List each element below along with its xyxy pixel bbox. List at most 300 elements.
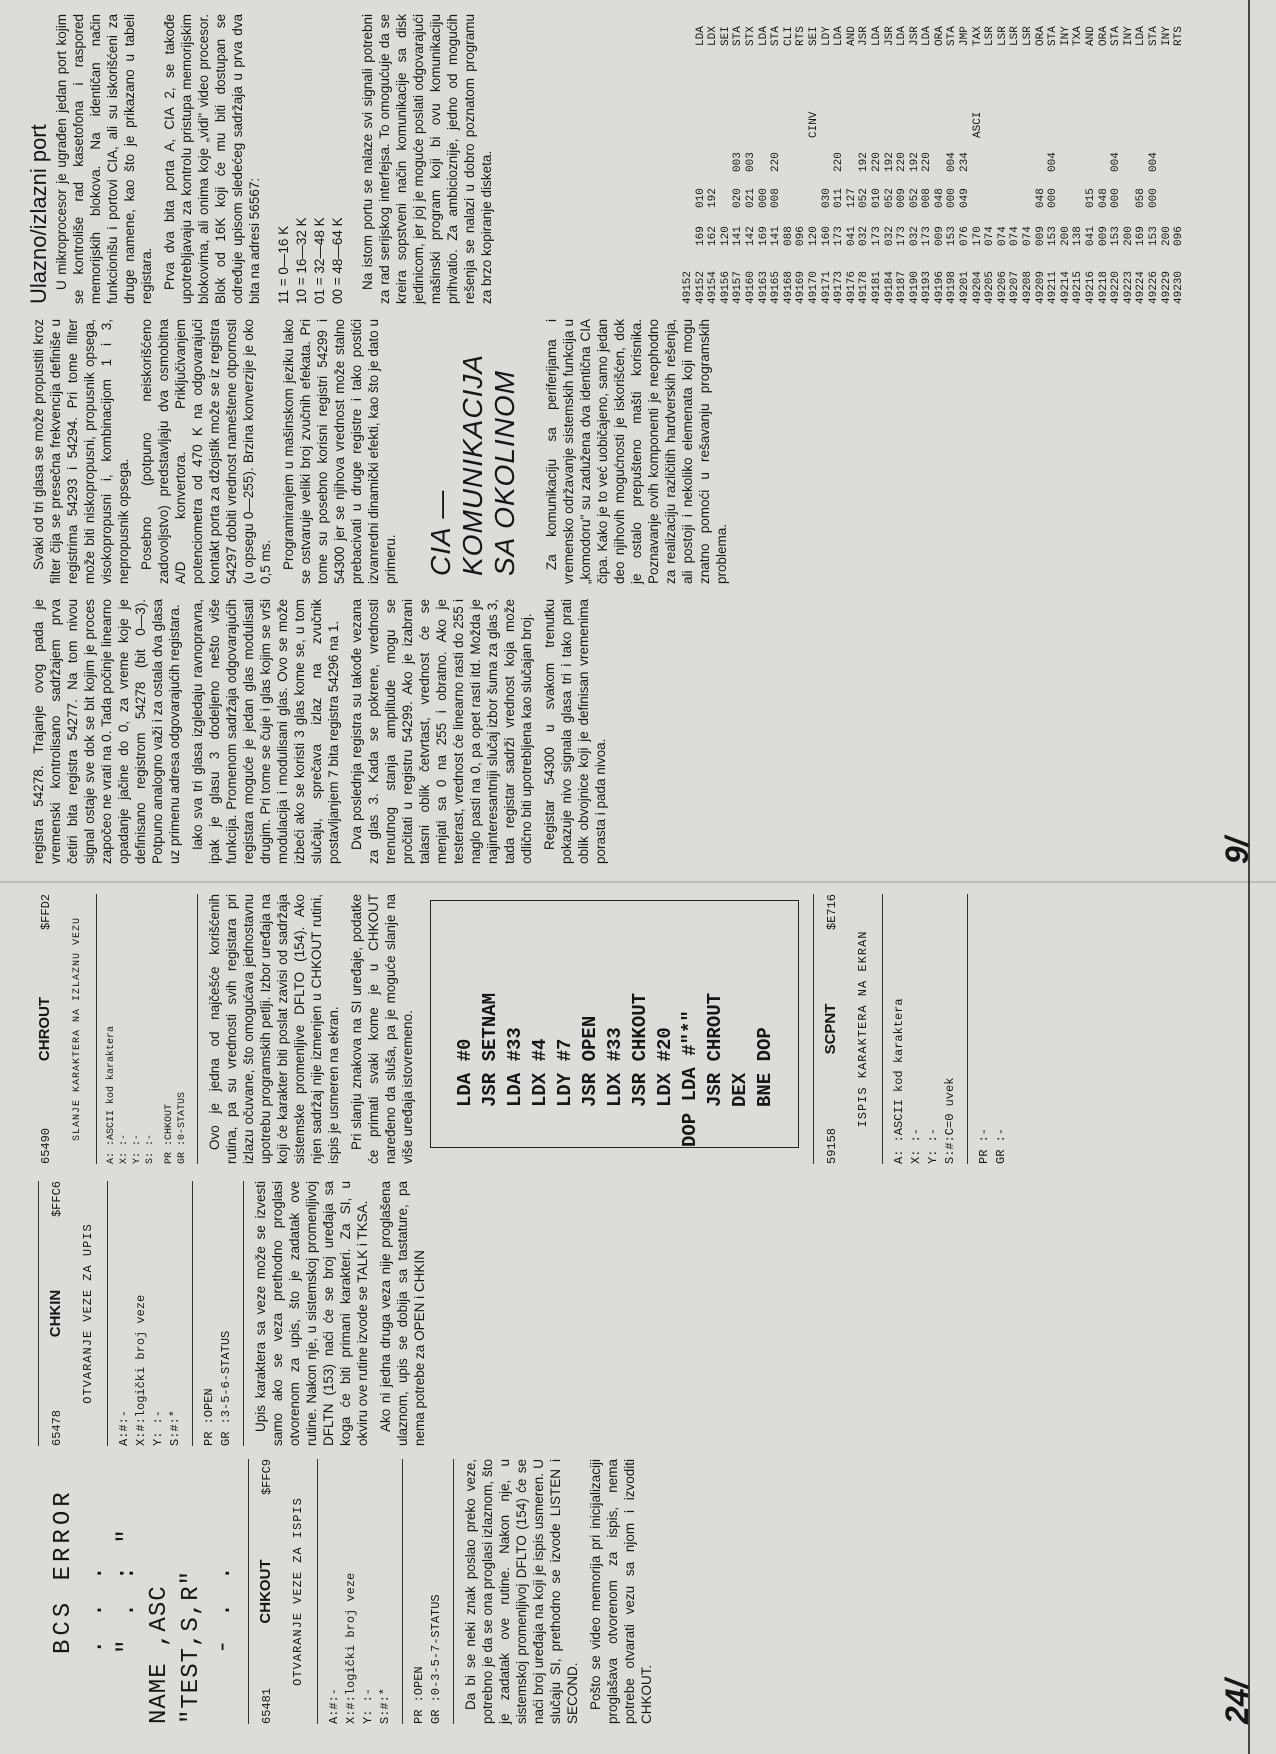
listing-cell [1098,138,1111,172]
listing-cell [984,46,997,138]
listing-cell [959,46,972,138]
listing-row [720,14,733,304]
listing-cell: 009 [933,226,946,246]
register-row: Y: :- [132,1133,143,1164]
listing-cell: STA [732,26,745,46]
listing-row [997,14,1010,304]
listing-cell [1035,46,1048,138]
listing-cell [896,46,909,138]
paragraph: Dva poslednja registra su takođe vezana za glas 3. Kada se pokrene, vrednosti trenutnog stanja amplitude mogu se pročitati u registru 54299. Ako je izabrani talasni oblik četvrtast, vrednost će se menjati sa 0 na 255 i obratno. Ako je testerast, vrednost će linearno rasti do 255 i naglo pasti na 0, pa opet rasti itd. Možda je najinteresantniji slučaj izbor šuma za glas 3, tada registar sadrži vrednost koja može odlično biti upotrebljena kao slučajan broj. [349,599,534,864]
listing-cell [720,46,733,138]
listing-cell: 49224 [1135,270,1148,304]
listing-cell: 49211 [1047,270,1060,304]
code-line: LDA #33 [504,1027,526,1107]
listing-cell: 170 [971,226,984,246]
listing-cell [846,138,859,172]
listing-cell [682,172,695,208]
listing-row [1110,14,1123,304]
listing-row [1085,14,1098,304]
listing-cell: ORA [1097,26,1110,46]
listing-cell [783,46,796,138]
listing-cell [695,46,708,138]
register-row: A: :ASCII kod karaktera [892,998,906,1164]
listing-cell [997,172,1010,208]
prereq-list [163,894,189,1164]
prereq-list [411,1459,445,1724]
listing-cell [997,46,1010,138]
code-line: LDX #33 [604,1027,626,1107]
listing-cell [1022,46,1035,138]
listing-cell [720,172,733,208]
listing-cell [909,46,922,138]
listing-cell: 000 [757,188,770,208]
listing-cell [972,172,985,208]
listing-row [1035,14,1048,304]
listing-cell: 004 [1147,152,1160,172]
listing-cell [1148,46,1161,138]
routine-name: CHKIN [47,1289,64,1338]
listing-cell [997,138,1010,172]
code-line: LDX #4 [529,1038,551,1107]
paragraph: Upis karaktera sa veze može se izvesti samo ako se veza prethodno proglasi otvorenom za upis, što je zadatak ove rutine. Nakon nje, u sistemskoj promenljivoj DFLTN (153) naći će se broj uređaja sa koga će biti primani karakteri. Za SI, u okviru ove rutine izvode se TALK i TKSA. [253,1181,370,1446]
listing-row [909,14,922,304]
listing-cell: 173 [896,226,909,246]
page-bottom-rule [1248,0,1250,1754]
prereq-list [976,894,1010,1164]
column-2 [30,1181,1206,1446]
listing-cell: 220 [896,152,909,172]
listing-cell [1085,138,1098,172]
listing-cell: 074 [984,226,997,246]
section-title-cia [425,319,521,576]
listing-cell [1072,138,1085,172]
listing-row [745,14,758,304]
register-row: Y: :- [926,1127,940,1164]
listing-cell: 088 [782,226,795,246]
listing-cell: 49169 [795,270,808,304]
listing-cell: 048 [1097,188,1110,208]
listing-cell: RTS [795,26,808,46]
listing-cell: 162 [707,226,720,246]
listing-cell [984,138,997,172]
routine-name: CHROUT [36,996,53,1062]
column-3 [30,894,1206,1164]
listing-cell [808,138,821,172]
listing-cell: 192 [858,152,871,172]
routine-address: 65490 [39,1127,53,1164]
folio-right: 9/ [1219,837,1255,864]
listing-cell [1060,46,1073,138]
listing-row [682,14,695,304]
listing-cell: LSR [1022,26,1035,46]
register-row: X: :- [119,1133,130,1164]
listing-cell: 49207 [1009,270,1022,304]
prereq-row: PR :- [977,1127,991,1164]
listing-cell: LDA [896,26,909,46]
paragraph: Za komunikaciju sa periferijama i vremensko održavanje sistemskih funkcija u „komodoru" su zadužena dva identična CIA čipa. Kako je to već uobičajeno, samo jedan deo njihovih mogućnosti je iskorišćen, dok je ostalo prepušteno mašti korisnika. Poznavanje ovih komponenti je neophodno za realizaciju različitih hardverskih rešenja, ali postoji i nekoliko elemenata koji mogu znatno pomoći u rešavanju programskih problema. [544,319,729,584]
routine-address: 65478 [50,1409,64,1446]
listing-cell: 011 [833,188,846,208]
listing-cell: 141 [732,226,745,246]
listing-cell [758,138,771,172]
listing-cell: 49223 [1122,270,1135,304]
listing-cell [1135,138,1148,172]
divider [96,894,97,1164]
listing-cell: 192 [908,152,921,172]
listing-row [770,14,783,304]
listing-row [959,14,972,304]
bank-row: 10 = 16—32 K [294,217,309,304]
paragraph: Programiranjem u mašinskom jeziku lako se ostvaruje veliki broj zvučnih efekata. Pri tome su posebno korisni registri 54299 i 54300 jer se njihova vrednost može stalno prebacivati u druge registre i tako postići izvanredni dinamički efekti, kao što je dato u primeru. [281,319,398,584]
listing-cell [808,172,821,208]
listing-cell: 008 [770,188,783,208]
listing-cell: 49193 [921,270,934,304]
register-list [116,1181,184,1446]
listing-cell [732,46,745,138]
routine-description: SLANJE KARAKTERA NA IZLAZNU VEZU [72,916,83,1142]
listing-cell [1035,138,1048,172]
divider [453,1459,454,1724]
listing-cell: 49205 [984,270,997,304]
listing-cell: 49187 [896,270,909,304]
listing-cell: SEI [807,26,820,46]
listing-cell: 120 [807,226,820,246]
listing-cell [984,172,997,208]
listing-cell: 032 [883,226,896,246]
listing-cell [1110,46,1123,138]
divider [248,1459,249,1724]
listing-cell [720,138,733,172]
column-5 [30,319,1206,584]
listing-row [808,14,821,304]
column-4 [30,599,1206,864]
listing-cell: 49204 [971,270,984,304]
listing-cell: STA [1147,26,1160,46]
listing-row [984,14,997,304]
listing-cell: ASCI [971,111,984,138]
listing-cell: JSR [883,26,896,46]
listing-cell: 096 [795,226,808,246]
listing-row [1098,14,1111,304]
paragraph: U mikroprocesor je ugrađen jedan port kojim se kontroliše rad kasetofona i raspored memorijskih blokova. Na identičan način funkcionišu i portovi CIA, ali su iskorišćeni za druge namene, kao što je prikazano u tabeli registara. [54,14,154,304]
listing-row [846,14,859,304]
register-row: X:#:logički broj veze [344,1572,358,1724]
intro-line: BCS ERROR [50,1488,77,1654]
listing-cell: 004 [1110,152,1123,172]
listing-cell [858,46,871,138]
register-row: A: :ASCII kod karaktera [106,1025,117,1164]
listing-cell: 49184 [883,270,896,304]
listing-cell: STA [1110,26,1123,46]
bank-list [275,14,347,304]
register-row: S:#:C=0 uvek [943,1077,957,1164]
divider [967,894,968,1164]
listing-cell [758,46,771,138]
code-example-box [430,900,799,1148]
listing-cell: 49171 [820,270,833,304]
listing-cell [795,138,808,172]
assembly-listing [682,14,1186,304]
listing-cell: 153 [1110,226,1123,246]
listing-cell: 010 [870,188,883,208]
code-line: LDA #0 [454,1038,476,1107]
routine-description: OTVARANJE VEZE ZA UPIS [81,1223,95,1404]
listing-cell: 096 [1173,226,1186,246]
listing-cell [682,46,695,138]
listing-cell [795,46,808,138]
listing-cell: 49152 [694,270,707,304]
listing-cell: 032 [908,226,921,246]
paragraph: Ovo je jedna od najčešće korišćenih rutina, pa su vrednosti svih registara pri izlazu očuvane, što omogućava jednostavnu upotrebu programskih petlji. Izbor uređaja na koji će karakter biti poslat zavisi od sadržaja sistemske promenljive DFLTO (154). Ako njen sadržaj nije izmenjen u CHKOUT rutini, ispis je usmeren na ekran. [207,894,341,1164]
register-row: Y: :- [151,1409,165,1446]
listing-cell: LDA [833,26,846,46]
routine-vector: $FFC9 [260,1459,274,1496]
code-line: JSR OPEN [579,1015,601,1107]
listing-cell: TAX [971,26,984,46]
listing-row [946,14,959,304]
listing-cell: 49190 [908,270,921,304]
intro-line: NAME ,ASC "TEST,S,R" [146,1569,205,1724]
listing-cell: 49206 [996,270,1009,304]
listing-cell: 010 [694,188,707,208]
listing-cell: 49176 [845,270,858,304]
listing-cell [1123,46,1136,138]
listing-cell: 000 [1147,188,1160,208]
listing-cell: 000 [1110,188,1123,208]
code-line: JSR CHKOUT [629,992,651,1107]
listing-cell: 000 [1047,188,1060,208]
listing-cell: 49170 [807,270,820,304]
listing-cell: 004 [946,152,959,172]
listing-cell [783,172,796,208]
listing-cell: 49196 [933,270,946,304]
listing-cell: JMP [959,26,972,46]
listing-cell [1022,172,1035,208]
listing-cell: 49218 [1097,270,1110,304]
listing-cell: STA [770,26,783,46]
listing-cell: 49154 [707,270,720,304]
routine-name: SCPNT [822,1003,839,1055]
code-line: DEX [729,1072,751,1107]
listing-cell [1173,46,1186,138]
listing-cell: 076 [959,226,972,246]
listing-cell: 49214 [1059,270,1072,304]
listing-cell: 220 [833,152,846,172]
listing-cell [1135,46,1148,138]
listing-cell: AND [1085,26,1097,46]
listing-cell: 000 [946,188,959,208]
listing-row [1135,14,1148,304]
listing-cell: 153 [1147,226,1160,246]
listing-cell: 160 [820,226,833,246]
paragraph: Svaki od tri glasa se može propustiti kroz filter čija se presečna frekvencija definiše u registrima 54293 i 54294. Pri tome filter može biti niskopropusni, propusnik opsega, visokopropusni i, kombinacijom 1 i 3, nepropusnik opsega. [31,319,131,584]
listing-cell: 173 [870,226,883,246]
register-list [891,894,959,1164]
page-fold [0,881,1276,883]
paragraph: Ako ni jedna druga veza nije proglašena ulaznom, upis se dobija sa tastature, pa nema potrebe za OPEN i CHKIN [378,1181,427,1446]
title-line: CIA — KOMUNIKACIJA [425,353,488,576]
intro-block [48,1459,240,1724]
listing-cell [745,46,758,138]
listing-cell: 49178 [858,270,871,304]
listing-cell: LDX [707,26,720,46]
listing-row [1009,14,1022,304]
listing-cell [707,46,720,138]
divider [197,894,198,1164]
listing-cell: ORA [1034,26,1047,46]
listing-row [1072,14,1085,304]
listing-cell: 49160 [744,270,757,304]
listing-cell: 220 [870,152,883,172]
listing-cell: LSR [996,26,1009,46]
listing-cell: 052 [908,188,921,208]
listing-cell: 153 [946,226,959,246]
listing-cell: 032 [858,226,871,246]
listing-cell [1009,172,1022,208]
listing-cell: 169 [1135,226,1148,246]
listing-row [1123,14,1136,304]
listing-cell [1161,172,1174,208]
routine-vector: $FFD2 [39,894,53,931]
intro-line: " . : " [114,1525,141,1654]
listing-cell [1173,172,1186,208]
listing-cell: 192 [707,188,720,208]
bank-row: 11 = 0—16 K [276,225,291,304]
title-line: SA OKOLINOM [489,369,520,576]
listing-cell: 49157 [732,270,745,304]
listing-row [1047,14,1060,304]
prereq-row: GR :3-5-6-STATUS [219,1330,233,1446]
listing-cell: STX [744,26,757,46]
listing-cell: 049 [959,188,972,208]
listing-cell [1123,172,1136,208]
listing-cell: 008 [921,188,934,208]
code-line: LDX #20 [654,1027,676,1107]
listing-cell: 49181 [870,270,883,304]
listing-cell: 009 [1034,226,1047,246]
listing-cell [682,138,695,172]
routine-description: ISPIS KARAKTERA NA EKRAN [856,930,870,1128]
listing-row [1173,14,1186,304]
routine-name: CHKOUT [257,1559,274,1624]
routine-header-scpnt [822,894,841,1164]
listing-cell [1022,138,1035,172]
listing-row [921,14,934,304]
listing-cell: 49220 [1110,270,1123,304]
listing-cell: 200 [1160,226,1173,246]
routine-address: 65481 [260,1687,274,1724]
register-row: A:#:- [327,1687,341,1724]
listing-cell: 138 [1072,226,1085,246]
prereq-row: GR :0-STATUS [177,1091,188,1164]
listing-cell: 127 [845,188,858,208]
listing-cell: 004 [1047,152,1060,172]
listing-cell: LSR [984,26,997,46]
listing-cell: 020 [732,188,745,208]
listing-row [795,14,808,304]
listing-row [934,14,947,304]
register-row: A:#:- [117,1409,131,1446]
listing-cell: 49208 [1022,270,1035,304]
divider [402,1459,403,1724]
listing-cell: 021 [744,188,757,208]
listing-row [871,14,884,304]
listing-cell [1047,46,1060,138]
listing-cell [1060,172,1073,208]
listing-cell: SEI [719,26,732,46]
listing-cell: 220 [770,152,783,172]
register-row: S:#:* [168,1409,182,1446]
listing-cell [846,46,859,138]
listing-cell [1098,46,1111,138]
listing-cell: 048 [1034,188,1047,208]
listing-cell: 192 [883,152,896,172]
intro-line: - . . [210,1561,237,1654]
listing-cell: 041 [845,226,858,246]
divider [107,1181,108,1446]
listing-row [758,14,771,304]
listing-cell: 173 [921,226,934,246]
listing-area [666,14,1206,304]
listing-cell [821,46,834,138]
listing-cell: 153 [1047,226,1060,246]
listing-cell [1085,46,1098,138]
listing-cell: 009 [1097,226,1110,246]
divider [813,894,814,1164]
listing-row [821,14,834,304]
routine-header-chrout [36,894,55,1164]
listing-cell: 120 [719,226,732,246]
listing-cell: 49163 [757,270,770,304]
listing-cell [821,138,834,172]
paragraph: Prva dva bita porta A, CIA 2, se takođe upotrebljavaju za kontrolu pristupa memorijskim blokovima, ali onima koje „vidi" video procesor. Blok od 16K koji će mu biti dostupan se određuje upisom sledećeg sadržaja u prva dva bita na adresi 56567: [162,14,262,304]
listing-cell: LDA [870,26,883,46]
code-line: JSR SETNAM [479,992,501,1107]
listing-cell: 49198 [946,270,959,304]
routine-header-chkout [257,1459,276,1724]
routine-header-chkin [47,1181,66,1446]
listing-cell: 048 [933,188,946,208]
listing-row [1060,14,1073,304]
bank-row: 01 = 32—48 K [312,217,327,304]
listing-cell: 49229 [1160,270,1173,304]
listing-cell: 49226 [1147,270,1160,304]
listing-cell [833,46,846,138]
intro-line: . . . [82,1561,109,1654]
listing-cell [695,138,708,172]
listing-cell: RTS [1173,26,1186,46]
listing-cell: 141 [770,226,783,246]
bank-row: 00 = 48—64 K [330,217,345,304]
divider [243,1181,244,1446]
code-line: LDY #7 [554,1038,576,1107]
listing-cell [795,172,808,208]
listing-cell: CINV [807,111,820,138]
listing-cell [921,46,934,138]
listing-cell [1173,138,1186,172]
listing-cell: 49215 [1072,270,1085,304]
folio-left: 24/ [1219,1679,1255,1724]
listing-row [858,14,871,304]
listing-cell: 200 [1059,226,1072,246]
code-line: BNE DOP [754,1027,776,1107]
listing-cell: 49165 [770,270,783,304]
paragraph: Iako sva tri glasa izgledaju ravnopravna, ipak je glasu 3 dodeljeno nešto više funkcija. Promenom sadržaja odgovarajućih registara moguće je jedan glas modulisati drugim. Pri tome se čuje i glas kojim se vrši modulacija i modulisani glas. Ovo se može izbeći ako se koristi 3 glas kome se, u tom slučaju, sprečava izlaz na zvučnik postavljanjem 7 bita registra 54296 na 1. [190,599,341,864]
listing-cell: LDA [921,26,934,46]
listing-cell [1072,172,1085,208]
prereq-row: PR :CHKOUT [164,1103,175,1164]
listing-cell [1060,138,1073,172]
